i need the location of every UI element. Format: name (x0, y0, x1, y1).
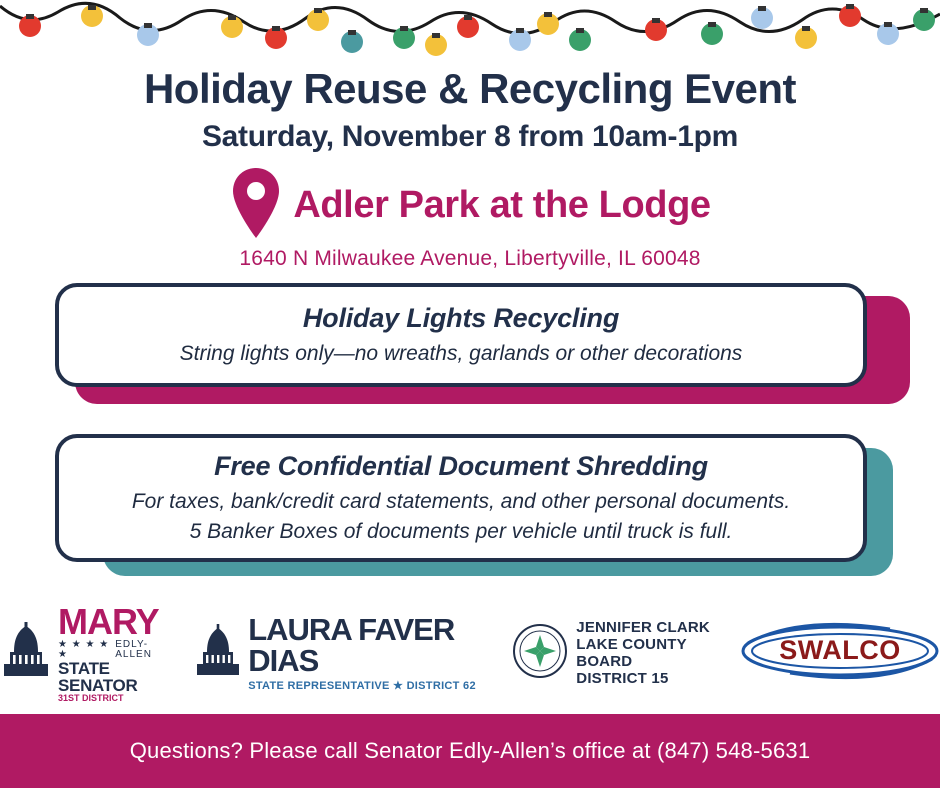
card-document-shredding (55, 434, 867, 562)
sponsor-logos (0, 600, 940, 703)
swalco-oval-icon (740, 621, 940, 686)
page-title: Holiday Reuse & Recycling Event (143, 65, 797, 112)
card-1-title: Holiday Lights Recycling (302, 302, 620, 333)
location-pin-icon (229, 166, 283, 245)
card-2-line-2: 5 Banker Boxes of documents per vehicle until truck is full. (189, 519, 733, 543)
capitol-dome-icon (194, 624, 242, 683)
venue-name: Adler Park at the Lodge (293, 184, 711, 227)
flyer-header (0, 66, 940, 271)
logo-mary-edly-allen (0, 600, 172, 703)
mary-district: 31ST DISTRICT (58, 692, 124, 703)
jennifer-district: DISTRICT 15 (576, 670, 669, 688)
venue-row (0, 166, 940, 245)
swalco-name: SWALCO (779, 635, 901, 665)
mary-stars-row (58, 640, 172, 660)
mary-edly-allen-label: EDLY-ALLEN (115, 638, 152, 660)
laura-name: LAURA FAVER DIAS (248, 612, 455, 678)
card-1-line-1: String lights only—no wreaths, garlands or other decorations (179, 341, 743, 365)
mary-name: MARY (58, 600, 159, 642)
card-2-line-1: For taxes, bank/credit card statements, and other personal documents. (131, 490, 791, 514)
jennifer-board: LAKE COUNTY BOARD (576, 635, 687, 670)
lake-county-seal-icon (512, 623, 568, 684)
footer-contact-text: Questions? Please call Senator Edly-Allen’s office at (847) 548-5631 (129, 738, 811, 763)
mary-role: STATE SENATOR (58, 658, 138, 695)
footer-bar (0, 714, 940, 788)
card-2-title: Free Confidential Document Shredding (214, 451, 708, 482)
event-datetime: Saturday, November 8 from 10am-1pm (201, 120, 739, 154)
logo-jennifer-clark (512, 619, 718, 688)
card-holiday-lights-recycling (55, 283, 867, 387)
holiday-lights-garland (0, 0, 940, 62)
jennifer-name: JENNIFER CLARK (576, 618, 710, 636)
capitol-dome-icon (0, 622, 52, 685)
logo-laura-faver-dias (194, 614, 490, 692)
logo-swalco (740, 621, 940, 686)
laura-role: STATE REPRESENTATIVE ★ DISTRICT 62 (248, 680, 476, 692)
stars-icon: ★ ★ ★ ★ ★ (58, 638, 110, 660)
venue-address: 1640 N Milwaukee Avenue, Libertyville, IL 60048 (239, 247, 701, 271)
